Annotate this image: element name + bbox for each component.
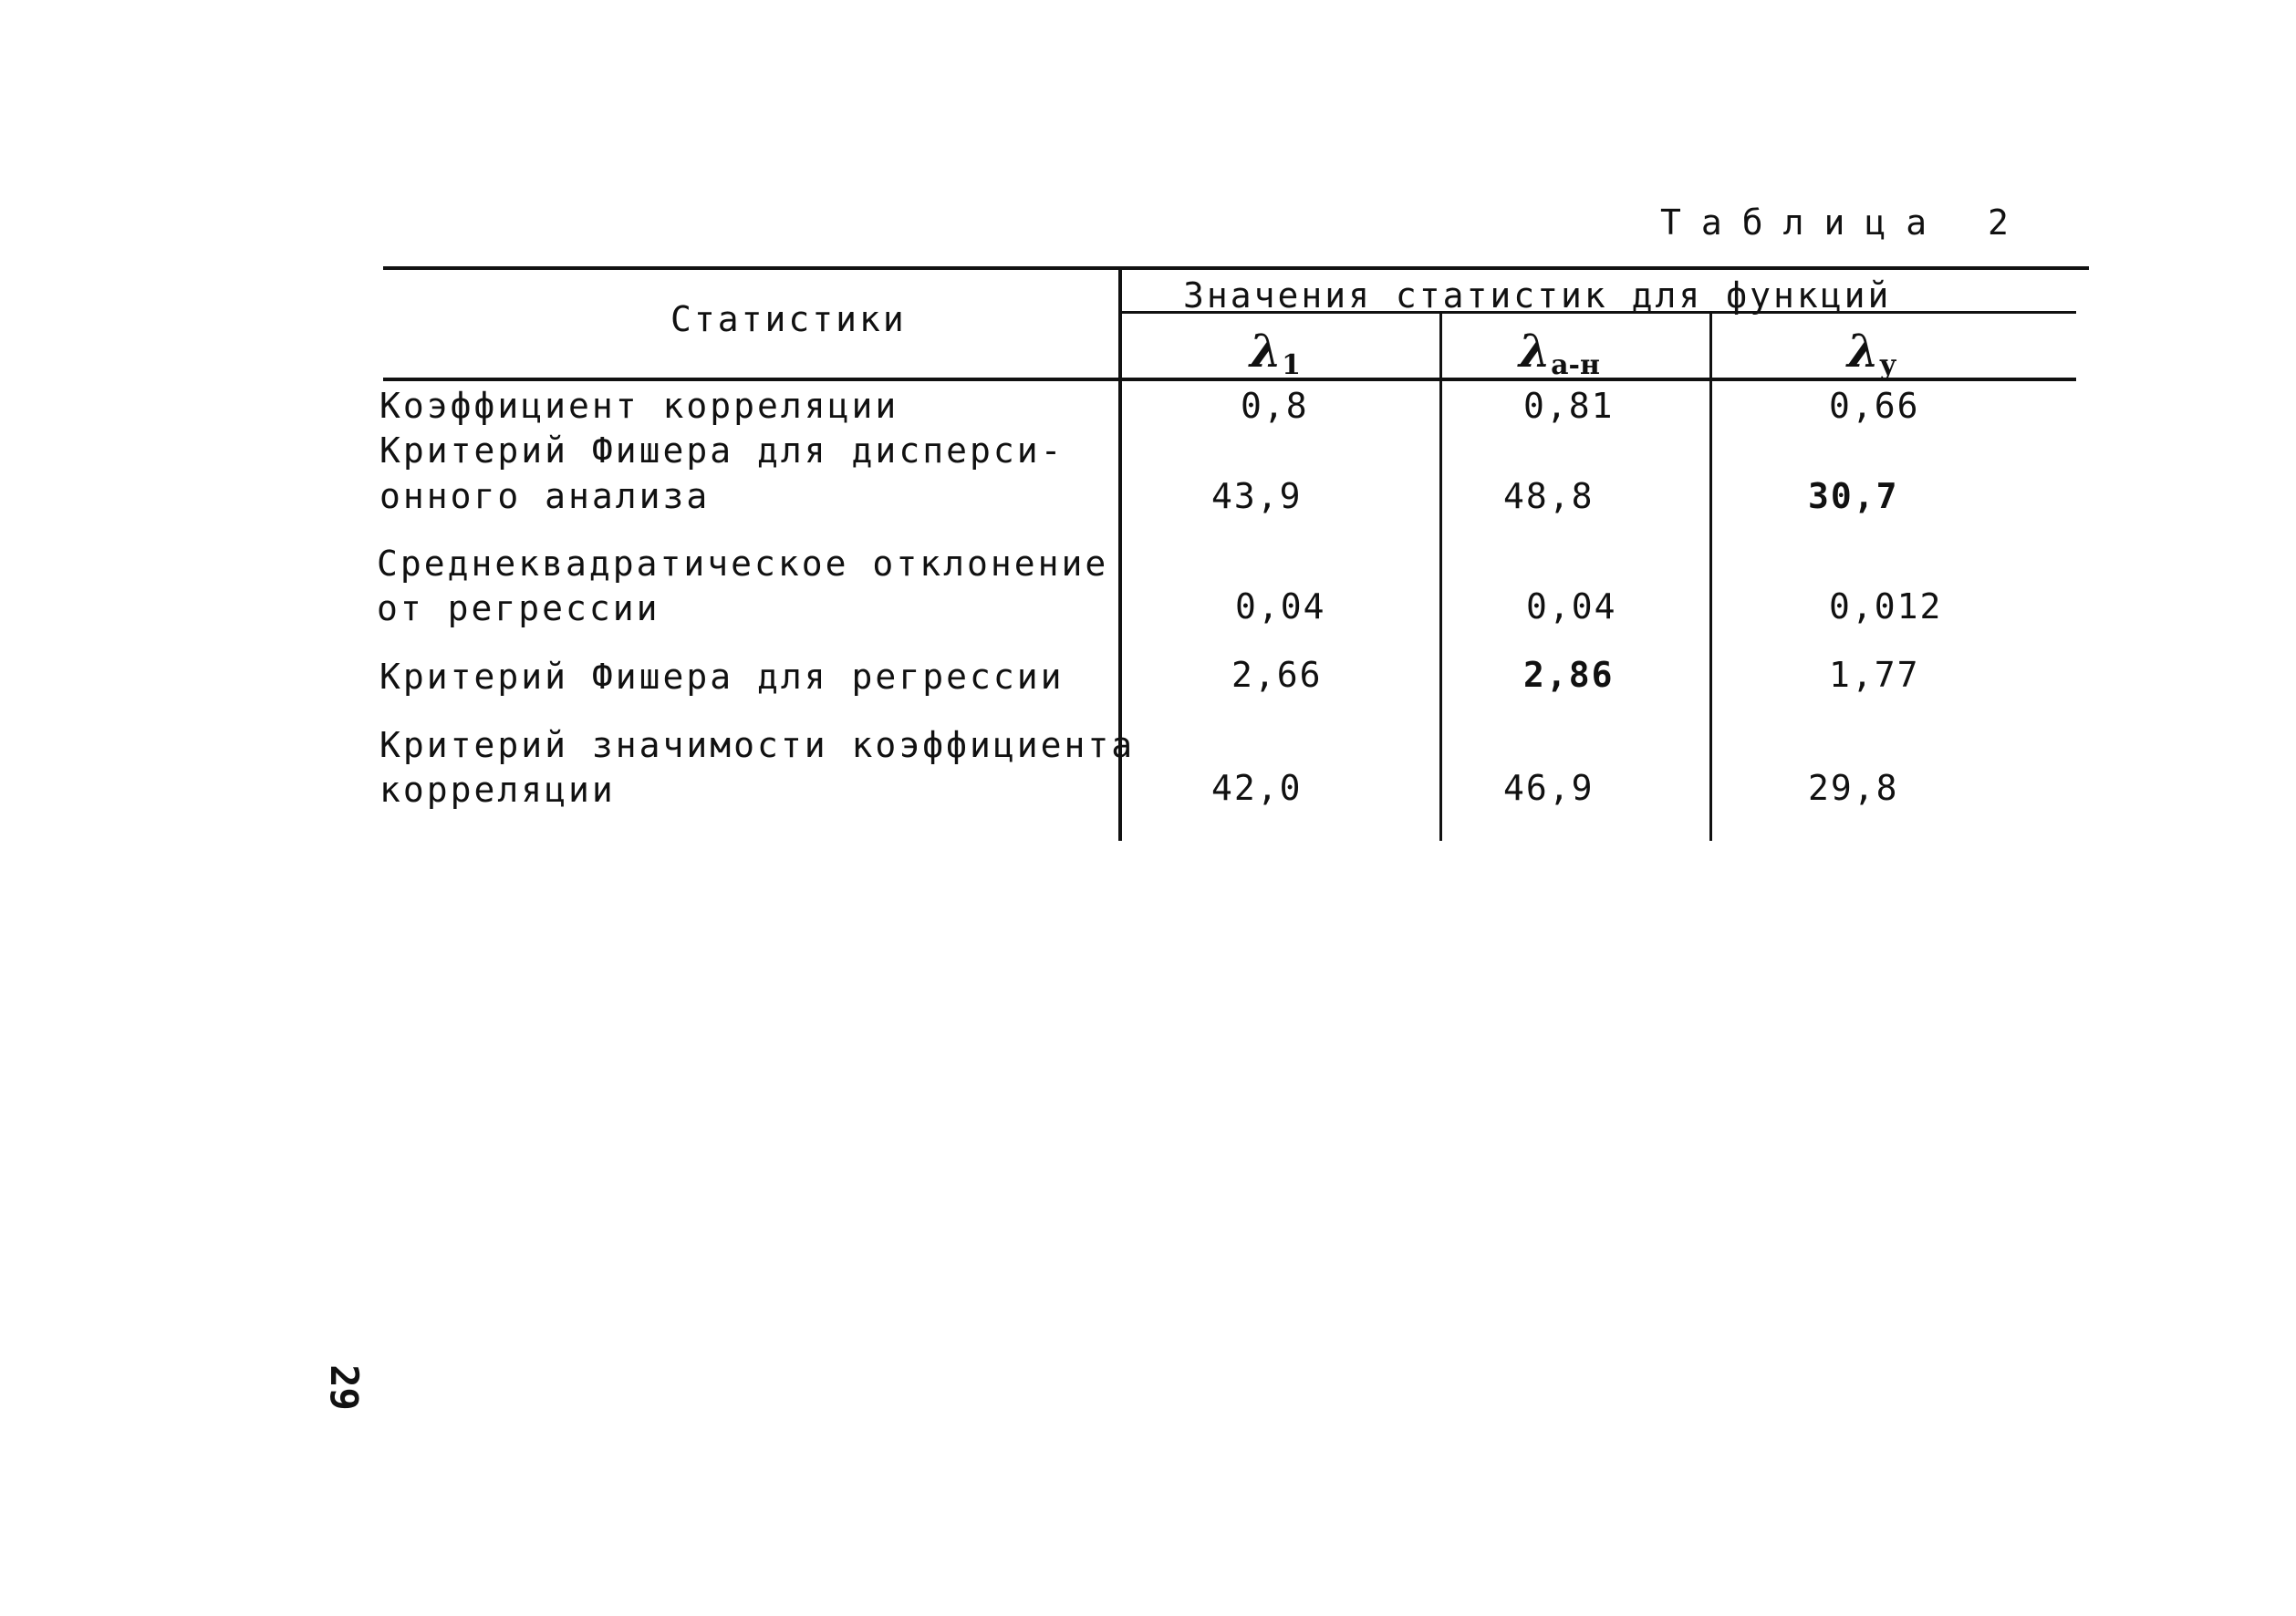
page-number: 29 (321, 1364, 367, 1411)
header-function-lambda-1 (1250, 324, 1301, 381)
cell-value: 0,8 (1241, 386, 1309, 426)
cell-value: 0,04 (1235, 586, 1326, 627)
header-function-lambda-y (1847, 324, 1896, 381)
header-statistics-label: Статистики (670, 299, 907, 339)
cell-value: 30,7 (1808, 476, 1899, 516)
lambda-subscript: а-н (1551, 349, 1600, 381)
table-caption: Таблица 2 (1660, 202, 2029, 243)
cell-value: 2,66 (1231, 655, 1323, 695)
row-label: корреляции (379, 770, 616, 810)
header-group-label: Значения статистик для функций (1183, 275, 1892, 316)
cell-value: 48,8 (1503, 476, 1595, 516)
row-label: Коэффициент корреляции (379, 386, 899, 426)
lambda-subscript: 1 (1282, 349, 1301, 381)
table-top-rule (383, 266, 2089, 270)
cell-value: 43,9 (1211, 476, 1303, 516)
cell-value: 46,9 (1503, 768, 1595, 808)
lambda-symbol: λ (1519, 324, 1552, 378)
column-divider-3 (1709, 312, 1712, 841)
lambda-symbol: λ (1250, 324, 1283, 378)
cell-value: 0,012 (1829, 586, 1943, 627)
row-label: Критерий значимости коэффициента (379, 725, 1136, 765)
row-label: онного анализа (379, 476, 711, 516)
cell-value: 0,66 (1829, 386, 1920, 426)
cell-value: 29,8 (1808, 768, 1899, 808)
row-label: Критерий Фишера для регрессии (379, 657, 1065, 697)
header-bottom-rule (383, 378, 2076, 381)
column-divider-2 (1439, 312, 1442, 841)
lambda-subscript: у (1879, 349, 1897, 381)
header-function-lambda-a-n (1519, 324, 1600, 381)
cell-value: 2,86 (1523, 655, 1615, 695)
row-label: от регрессии (377, 588, 660, 628)
row-label: Среднеквадратическое отклонение (377, 544, 1109, 584)
lambda-symbol: λ (1847, 324, 1880, 378)
row-label: Критерий Фишера для дисперси- (379, 430, 1065, 471)
cell-value: 1,77 (1829, 655, 1920, 695)
cell-value: 42,0 (1211, 768, 1303, 808)
cell-value: 0,81 (1523, 386, 1615, 426)
cell-value: 0,04 (1526, 586, 1617, 627)
